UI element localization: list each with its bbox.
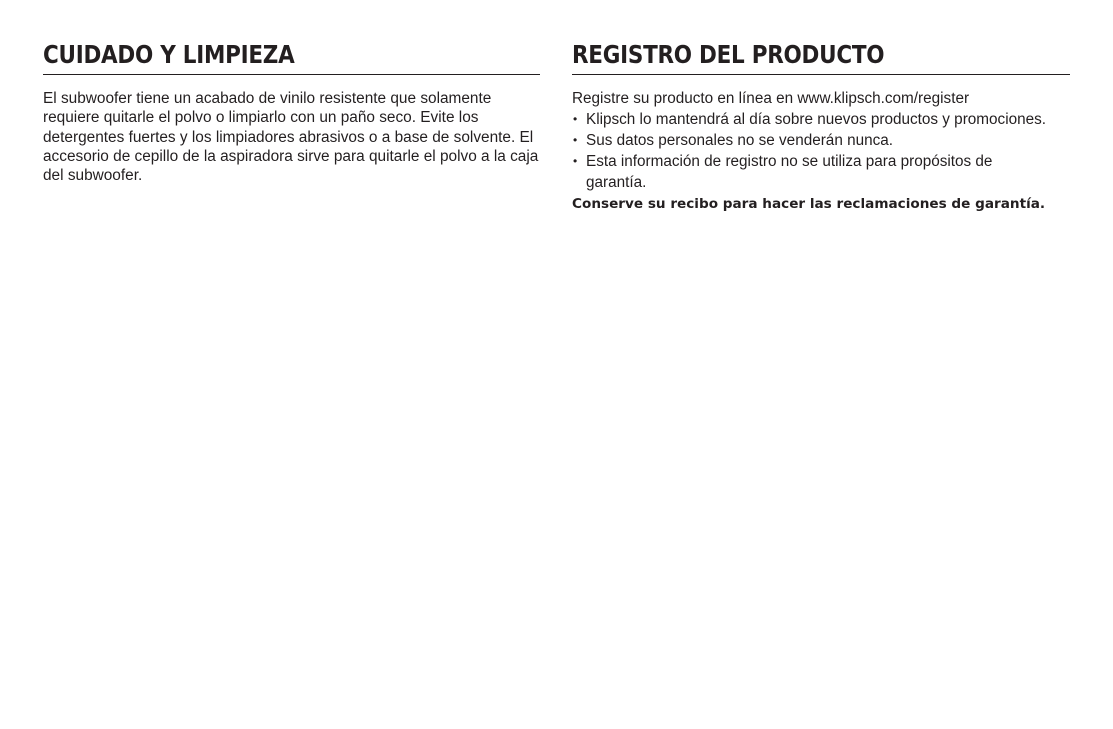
registration-bullet-list — [572, 109, 1070, 193]
registration-heading-rule — [572, 74, 1070, 75]
registration-bullet-text: Esta información de registro no se utiliza para propósitos de garantía. — [586, 153, 993, 191]
warranty-note: Conserve su recibo para hacer las reclamaciones de garantía. — [572, 196, 1046, 212]
registration-section — [572, 38, 1070, 215]
care-heading: CUIDADO Y LIMPIEZA — [43, 40, 295, 69]
care-heading-rule — [43, 74, 540, 75]
care-section — [43, 38, 540, 185]
registration-bullet-item: • Klipsch lo mantendrá al día sobre nuevos productos y promociones. — [572, 109, 1070, 130]
registration-intro: Registre su producto en línea en www.klipsch.com/register — [572, 90, 970, 107]
registration-bullet-item — [572, 151, 1070, 193]
care-body-text: El subwoofer tiene un acabado de vinilo resistente que solamente requiere quitarle el polvo o limpiarlo con un paño seco. Evite los detergentes fuertes y los limpiadores abrasivos o a base de solvente. El accesorio de cepillo de la aspiradora sirve para quitarle el polvo a la caja del subwoofer. — [43, 90, 539, 185]
registration-bullet-item: • Sus datos personales no se venderán nunca. — [572, 130, 1070, 151]
registration-heading: REGISTRO DEL PRODUCTO — [572, 40, 885, 69]
